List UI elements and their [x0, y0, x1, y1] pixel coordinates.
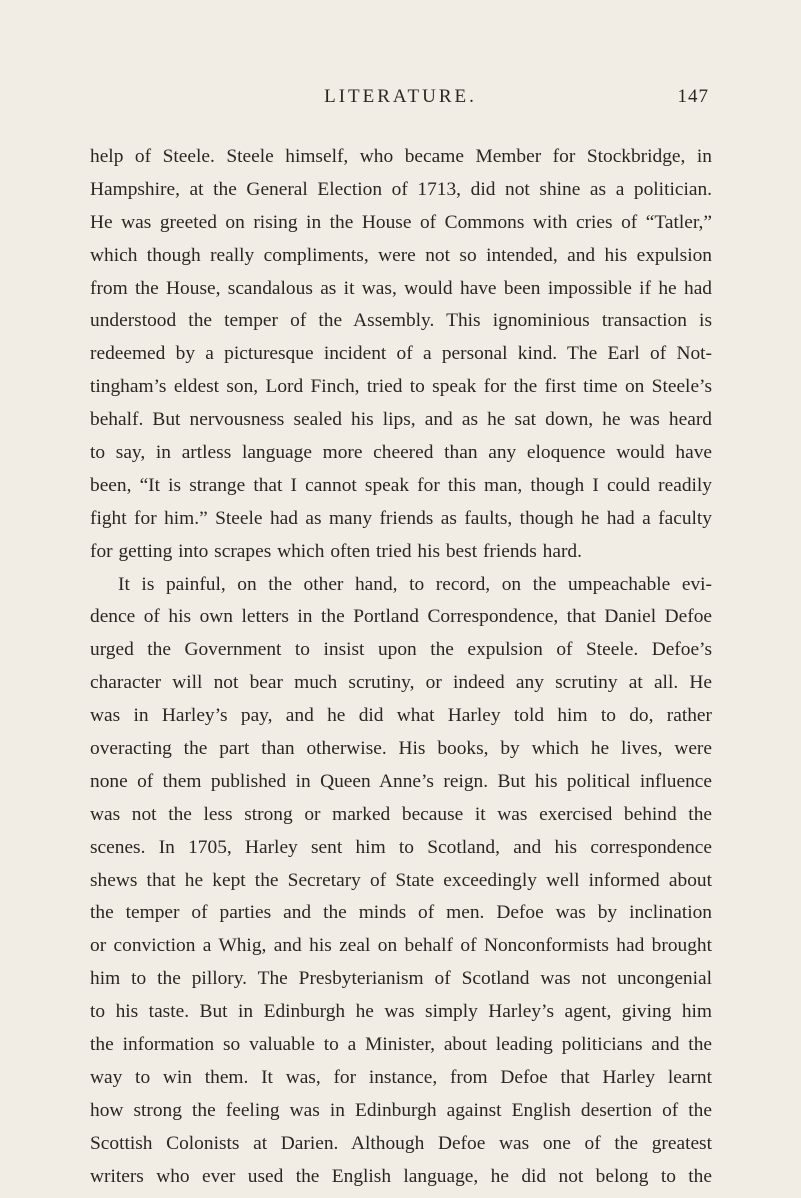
text-line: was in Harley’s pay, and he did what Harley told him to do, rather [90, 705, 712, 727]
text-line: to his taste. But in Edinburgh he was simply Harley’s agent, giving him [90, 1001, 712, 1023]
text-line: to say, in artless language more cheered than any eloquence would have [90, 442, 712, 464]
text-line: scenes. In 1705, Harley sent him to Scotland, and his correspondence [90, 836, 712, 858]
text-line: dence of his own letters in the Portland Correspondence, that Daniel Defoe [90, 606, 712, 628]
text-line: overacting the part than otherwise. His books, by which he lives, were [90, 738, 712, 760]
text-line: none of them published in Queen Anne’s reign. But his political influence [90, 770, 712, 792]
text-line: writers who ever used the English language, he did not belong to the [90, 1165, 712, 1187]
text-line: redeemed by a picturesque incident of a personal kind. The Earl of Not- [90, 343, 712, 365]
text-line: fight for him.” Steele had as many friends as faults, though he had a faculty [90, 507, 712, 529]
text-line: the temper of parties and the minds of men. Defoe was by inclination [90, 902, 712, 924]
running-head [0, 86, 801, 116]
text-line: urged the Government to insist upon the expulsion of Steele. Defoe’s [90, 639, 712, 661]
text-line: character will not bear much scrutiny, or indeed any scrutiny at all. He [90, 672, 712, 694]
text-line: It is painful, on the other hand, to record, on the umpeachable evi- [118, 573, 712, 595]
text-line: Hampshire, at the General Election of 1713, did not shine as a politician. [90, 178, 712, 200]
text-line: which though really compliments, were not so intended, and his expulsion [90, 244, 712, 266]
text-line: Scottish Colonists at Darien. Although Defoe was one of the greatest [90, 1132, 712, 1154]
body-text [90, 141, 712, 1194]
text-line: him to the pillory. The Presbyterianism of Scotland was not uncongenial [90, 968, 712, 990]
text-line: way to win them. It was, for instance, from Defoe that Harley learnt [90, 1066, 712, 1088]
text-line: how strong the feeling was in Edinburgh against English desertion of the [90, 1099, 712, 1121]
text-line: for getting into scrapes which often tried his best friends hard. [90, 540, 582, 562]
text-line: tingham’s eldest son, Lord Finch, tried to speak for the first time on Steele’s [90, 376, 712, 398]
text-line: behalf. But nervousness sealed his lips, and as he sat down, he was heard [90, 409, 712, 431]
text-line: been, “It is strange that I cannot speak for this man, though I could readily [90, 474, 712, 496]
text-line: was not the less strong or marked because it was exercised behind the [90, 803, 712, 825]
text-line: help of Steele. Steele himself, who became Member for Stockbridge, in [90, 146, 712, 167]
running-title: LITERATURE. [324, 86, 477, 107]
text-line: or conviction a Whig, and his zeal on behalf of Nonconformists had brought [90, 935, 712, 957]
text-line: from the House, scandalous as it was, would have been impossible if he had [90, 277, 712, 299]
text-line: shews that he kept the Secretary of State exceedingly well informed about [90, 869, 712, 891]
text-line: the information so valuable to a Minister, about leading politicians and the [90, 1034, 712, 1056]
text-line: understood the temper of the Assembly. This ignominious transaction is [90, 310, 712, 332]
page-number: 147 [677, 86, 709, 107]
text-line: He was greeted on rising in the House of Commons with cries of “Tatler,” [90, 211, 712, 233]
